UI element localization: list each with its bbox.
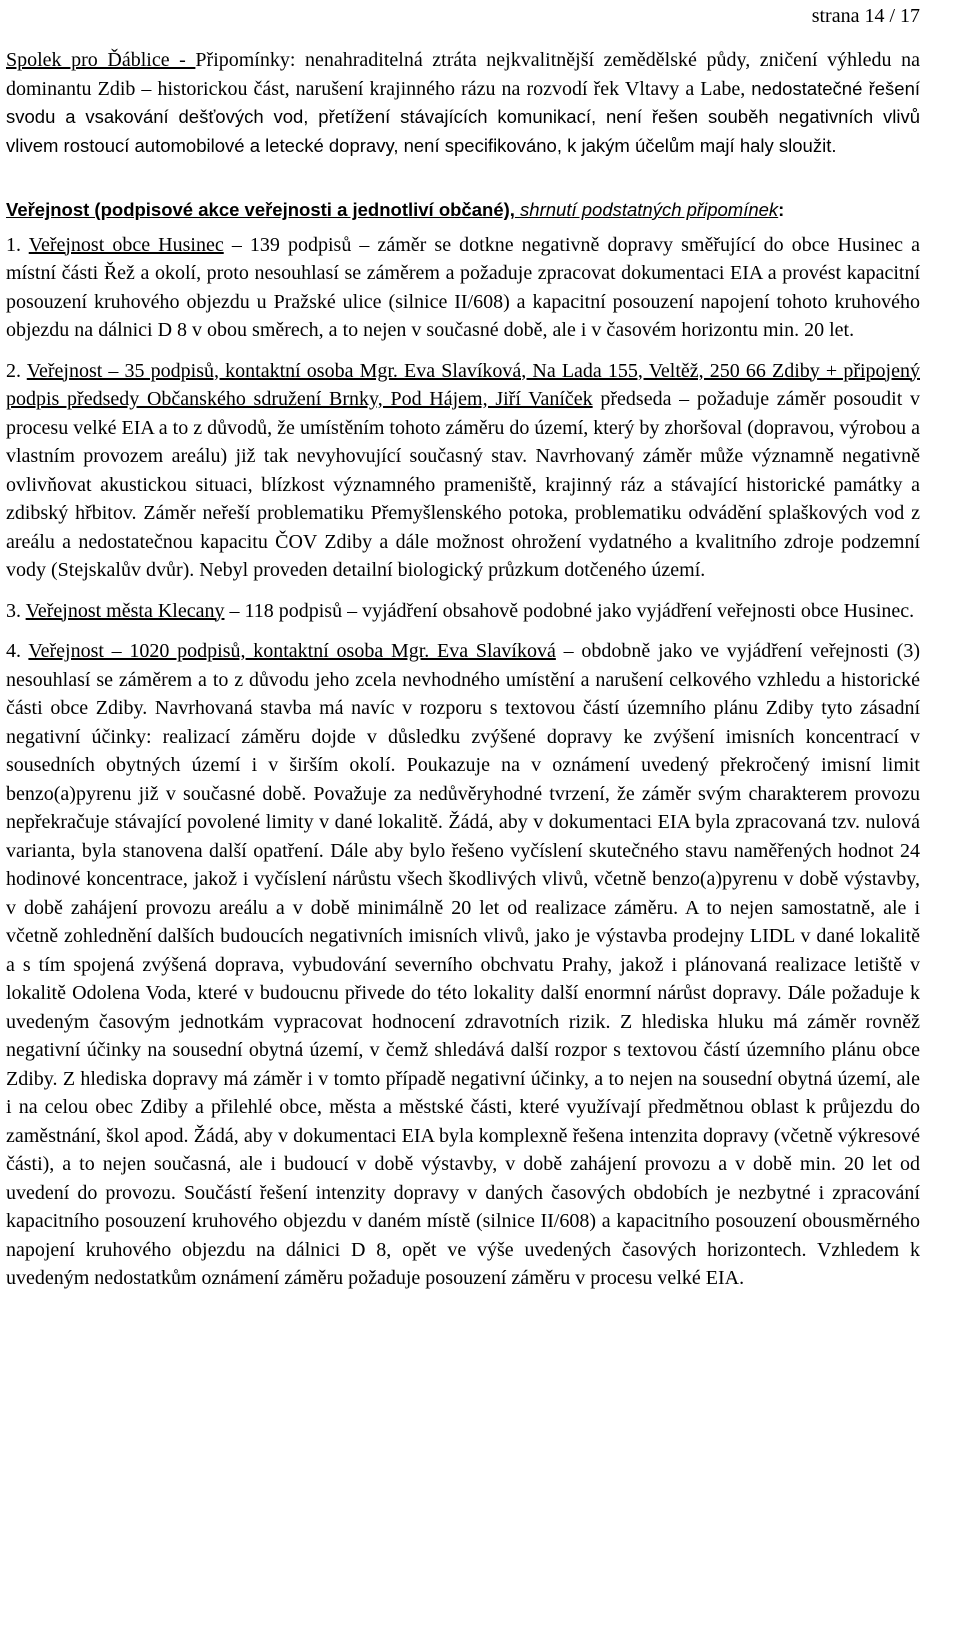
item-text: předseda – požaduje záměr posoudit v procesu velké EIA a to z důvodů, že umístěním tohoto záměru do území, který by zhoršoval (dopravou, výrobou a vlastním provozem areálu) již tak nevyhovující současný stav. Navrhovaný záměr může významně negativně ovlivňovat akustickou situaci, blízkost významného prameniště, krajinný ráz a stávající historické památky a zdibský hřbitov. Záměr neřeší problematiku Přemyšlenského potoka, problematiku odvádění splaškových vod z areálu a nedostatečnou kapacitu ČOV Zdiby a dále možnost ohrožení vydatného a kvalitního zdroje podzemní vody (Stejskalův dvůr). Nebyl proveden detailní biologický průzkum dotčeného území. [6,388,920,581]
item-text: – obdobně jako ve vyjádření veřejnosti (3) nesouhlasí se záměrem a to z důvodu jeho zcela nevhodného umístění a narušení celkového vzhledu a historické části obce Zdiby. Navrhovaná stavba má navíc v rozporu s textovou částí územního plánu Zdiby tyto zásadní negativní účinky: realizací záměru dojde v důsledku zvýšené dopravy ke zvýšení imisních koncentrací v sousedních obytných území i v širším okolí. Poukazuje na v oznámení uvedený překročený imisní limit benzo(a)pyrenu již v současné době. Považuje za nedůvěryhodné tvrzení, že záměr svým charakterem provozu nepřekračuje stávající povolené limity v dané lokalitě. Žádá, aby v dokumentaci EIA byla zpracovaná tzv. nulová varianta, byla stanovena další opatření. Dále aby bylo řešeno vyčíslení skutečného stavu naměřených hodnot 24 hodinové koncentrace, jakož i vyčíslení nárůstu všech škodlivých vlivů, včetně benzo(a)pyrenu v době výstavby, v době zahájení provozu areálu a v době minimálně 20 let od realizace záměru. A to nejen samostatně, ale i včetně zohlednění dalších budoucích negativních imisních vlivů, jako je výstavba prodejny LIDL v dané lokalitě a s tím spojená zvýšená doprava, vybudování severního obchvatu Prahy, jakož i plánovaná realizace letiště v lokalitě Odolena Voda, které v budoucnu přivede do této lokality další enormní nárůst dopravy. Dále požaduje k uvedeným časovým jednotkám vypracovat hodnocení zdravotních rizik. Z hlediska hluku má záměr rovněž negativní účinky na sousední obytná území, v čemž shledává další rozpor s textovou částí územního plánu obce Zdiby. Z hlediska dopravy má záměr i v tomto případě negativní účinky, a to nejen na sousední obytná území, ale i na celou obec Zdiby a přilehlé obce, města a městské části, které využívají předmětnou oblast k průjezdu do zaměstnání, škol apod. Žádá, aby v dokumentaci EIA byla komplexně řešena intenzita dopravy (včetně výkresové části), a to nejen současná, ale i budoucí v době výstavby, v době zahájení provozu a v době min. 20 let od uvedení do provozu. Součástí řešení intenzity dopravy v daných časových obdobích je nezbytné i zpracování kapacitního posouzení kruhového objezdu v daném místě (silnice II/608) a kapacitního posouzení obousměrného napojení kruhového objezdu na dálnici D 8, opět ve výše uvedených časových horizontech. Vzhledem k uvedeným nedostatkům oznámení záměru požaduje posouzení záměru v procesu velké EIA. [6,640,920,1289]
item-title: Veřejnost – 1020 podpisů, kontaktní osoba Mgr. Eva Slavíková [28,640,556,662]
item-text: – 118 podpisů – vyjádření obsahově podobné jako vyjádření veřejnosti obce Husinec. [224,599,915,622]
item-number: 3. [6,599,26,622]
spolek-text-sans: nedostatečné řešení svodu a vsakování dešťových vod, přetížení stávajících komunikací, není řešen souběh negativních vlivů vlivem rostoucí automobilové a letecké dopravy, není specifikováno, k jakým účelům mají haly sloužit. [6,77,920,156]
item-husinec [6,231,920,345]
item-title: Veřejnost města Klecany [25,599,225,622]
item-title: Veřejnost – 35 podpisů, kontaktní osoba Mgr. Eva Slavíková, Na Lada 155, Veltěž, 250 66 Zdiby + připojený podpis předsedy Občanského sdružení Brnky, Pod Hájem, Jiří Vaníček [6,359,920,410]
section-heading-bold: Veřejnost (podpisové akce veřejnosti a jednotliví občané), [6,199,515,220]
section-heading-colon: : [778,199,785,220]
item-title: Veřejnost obce Husinec [28,233,224,256]
item-text: – 139 podpisů – záměr se dotkne negativně dopravy směřující do obce Husinec a místní části Řež a okolí, proto nesouhlasí se záměrem a požaduje zpracovat dokumentaci EIA a provést kapacitní posouzení kruhového objezdu u Pražské ulice (silnice II/608) a kapacitní posouzení napojení tohoto kruhového objezdu na dálnici D 8 v obou směrech, a to nejen v současné době, ale i v časovém horizontu min. 20 let. [6,233,921,341]
item-1020-podpisu [6,637,920,1293]
section-heading-italic: shrnutí podstatných připomínek [514,199,779,220]
section-heading [6,196,920,225]
item-number: 1. [6,233,29,256]
spolek-name: Spolek pro Ďáblice - [6,49,196,71]
item-klecany [6,597,920,626]
item-number: 2. [6,359,27,382]
item-veltez [6,357,920,585]
spolek-paragraph [6,46,920,160]
spolek-text-lead: Připomínky: nenahraditelná ztráta nejkvalitnější zemědělské půdy, zničení výhledu na dominantu Zdib – historickou část, narušení krajinného rázu na rozvodí řek Vltavy a Labe, [6,49,920,100]
item-number: 4. [6,640,29,662]
page-number: strana 14 / 17 [811,5,920,27]
